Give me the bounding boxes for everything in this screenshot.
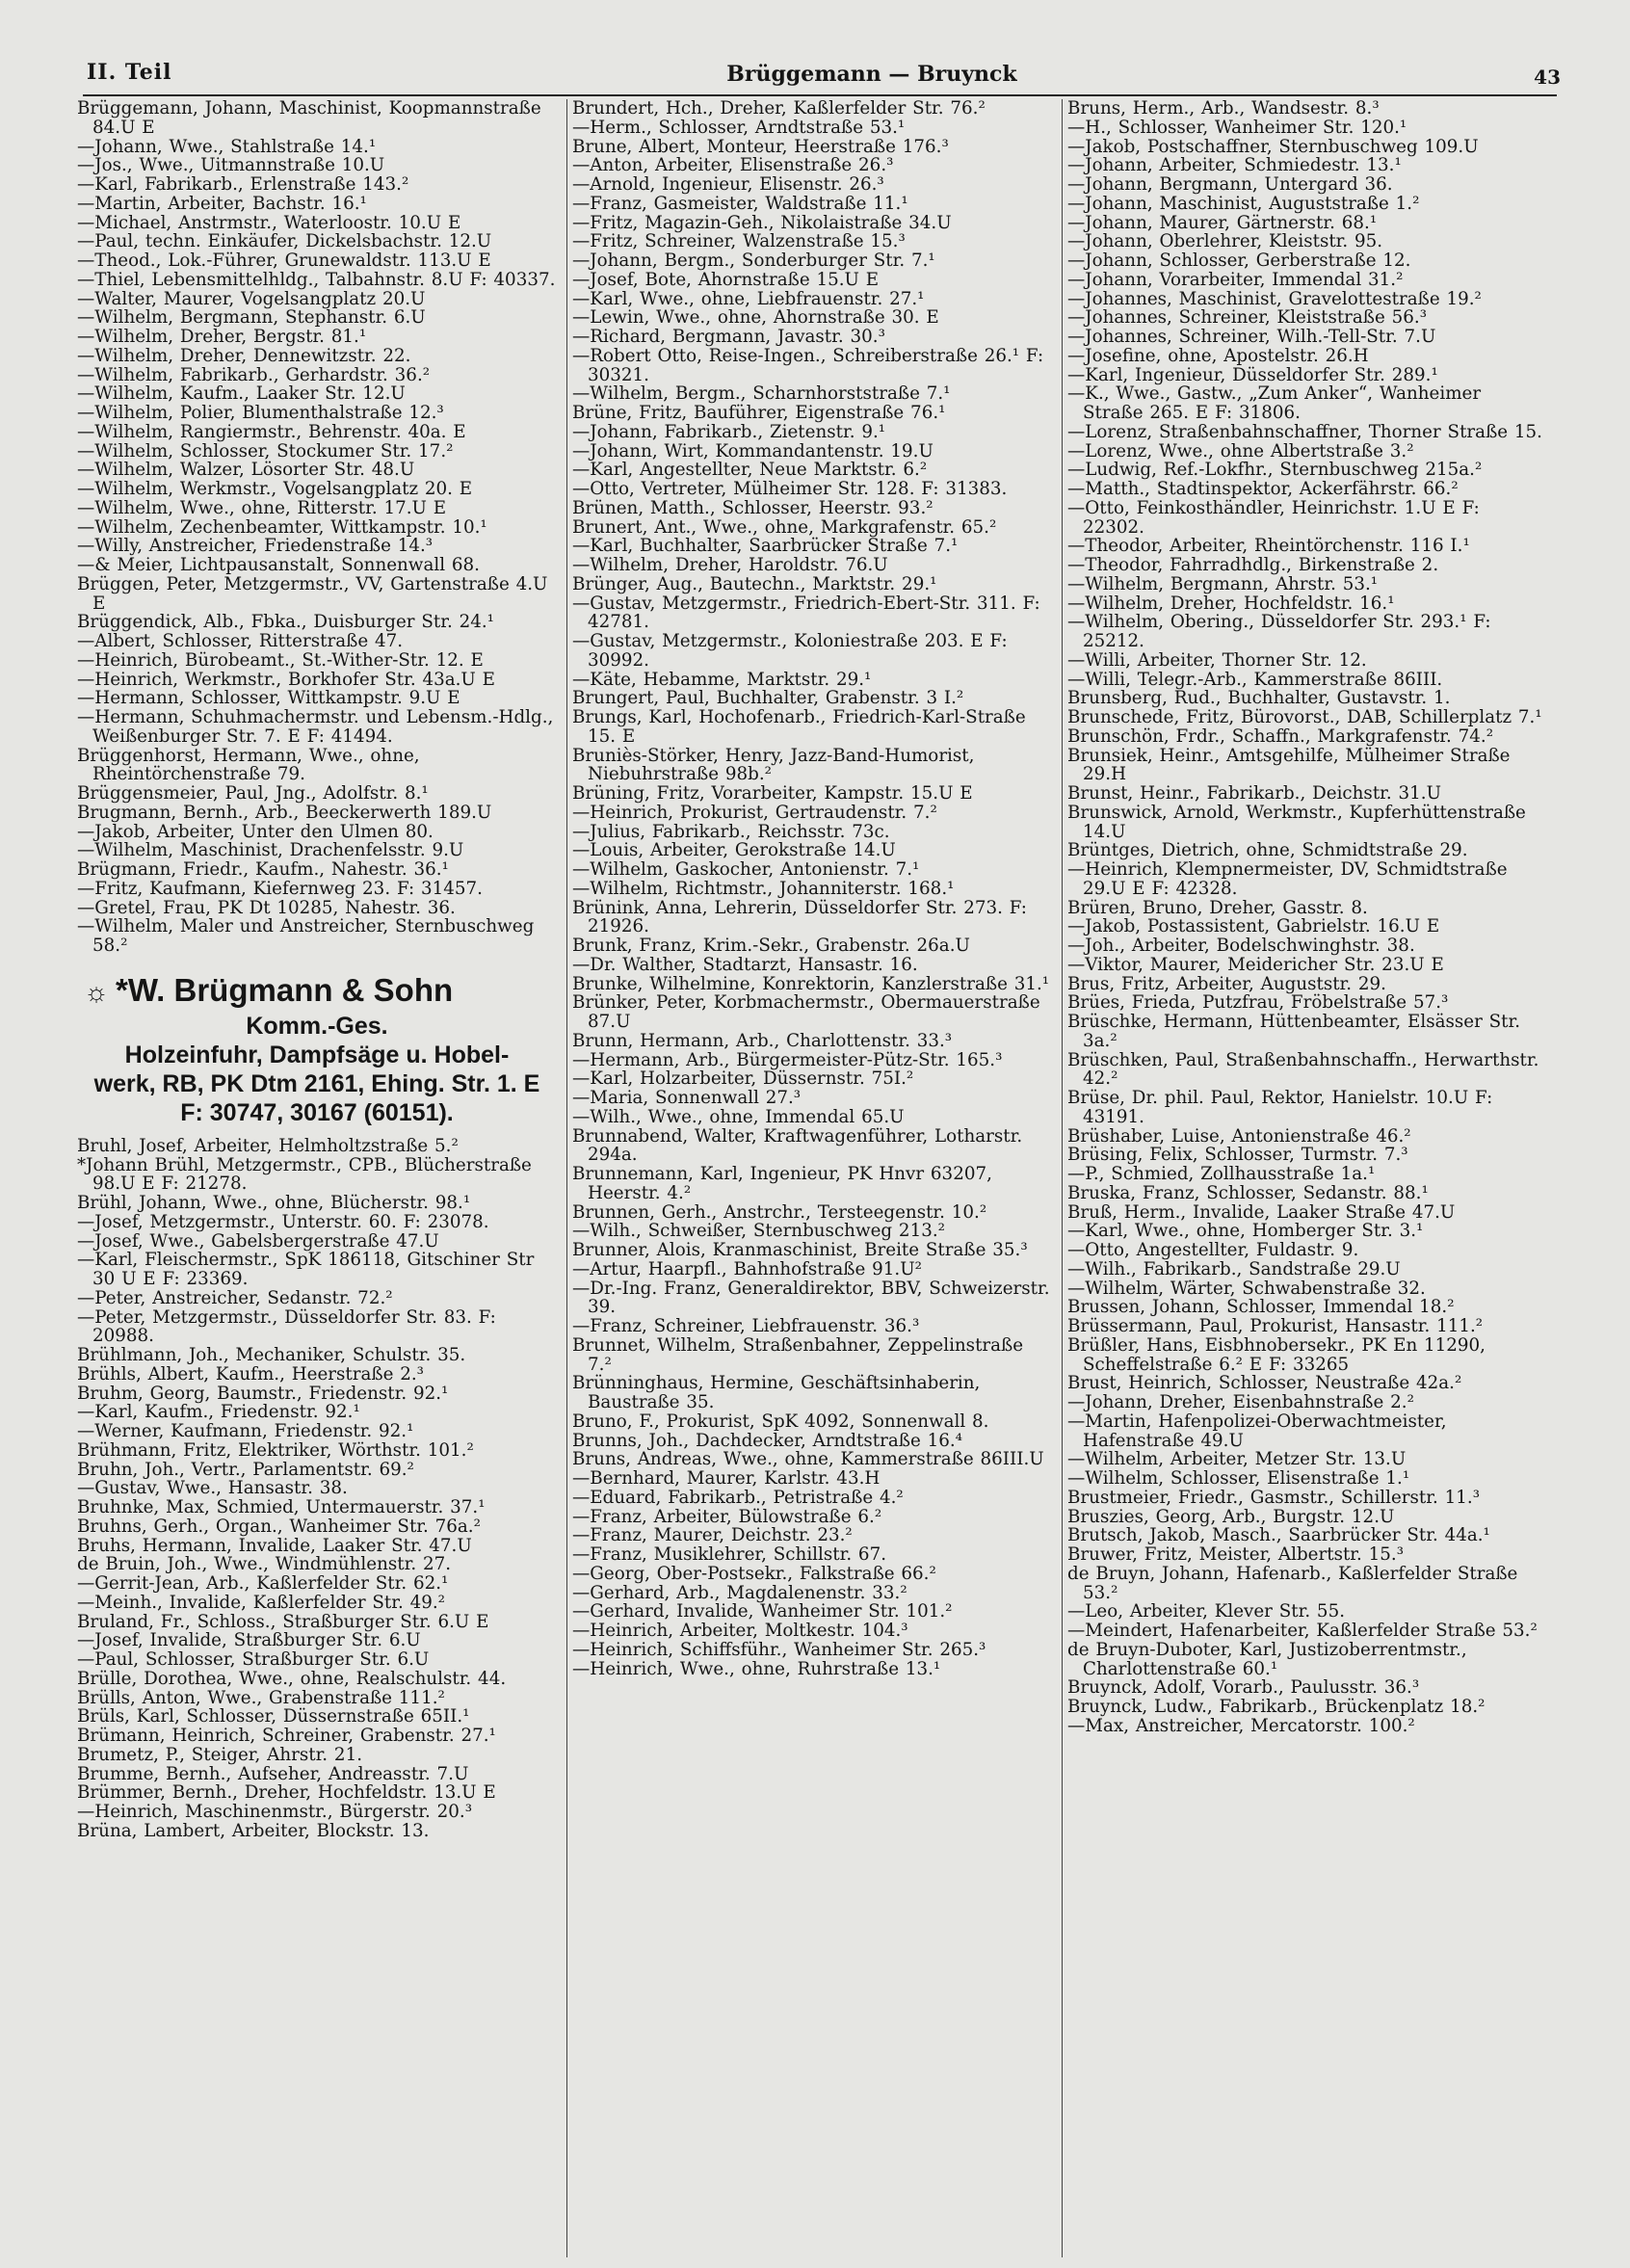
directory-entry: —Wilhelm, Zechenbeamter, Wittkampstr. 10.¹: [77, 516, 487, 538]
directory-entry: —Leo, Arbeiter, Klever Str. 55.: [1067, 1601, 1346, 1622]
directory-entry: —Gustav, Metzgermstr., Koloniestraße 203. E F: 30992.: [572, 631, 1008, 671]
directory-entry: —Dr.-Ing. Franz, Generaldirektor, BBV, Schweizerstr. 39.: [572, 1278, 1050, 1318]
directory-entry: —Jakob, Postschaffner, Sternbuschweg 109.U: [1067, 136, 1479, 157]
column-1-entries-top: [77, 99, 557, 956]
directory-entry: Bruns, Andreas, Wwe., ohne, Kammerstraße 86III.U: [572, 1449, 1044, 1470]
directory-entry: —Franz, Gasmeister, Waldstraße 11.¹: [572, 193, 908, 214]
directory-entry: —Wilhelm, Maler und Anstreicher, Sternbuschweg 58.²: [77, 916, 535, 956]
directory-entry: —Wilhelm, Dreher, Bergstr. 81.¹: [77, 327, 367, 347]
directory-entry: —Gerrit-Jean, Arb., Kaßlerfelder Str. 62.¹: [77, 1573, 449, 1594]
directory-entry: Bruhns, Gerh., Organ., Wanheimer Str. 76a.²: [77, 1516, 481, 1537]
directory-entry: —Wilh., Wwe., ohne, Immendal 65.U: [572, 1106, 905, 1127]
directory-entry: Brüggensmeier, Paul, Jng., Adolfstr. 8.¹: [77, 783, 429, 804]
directory-entry: Brüschken, Paul, Straßenbahnschaffn., Herwarthstr. 42.²: [1067, 1049, 1539, 1090]
directory-entry: —Johann, Bergmann, Untergard 36.: [1067, 174, 1393, 195]
directory-entry: Brus, Fritz, Arbeiter, Auguststr. 29.: [1067, 973, 1386, 994]
column-2-entries: [572, 99, 1052, 1678]
directory-entry: Brugmann, Bernh., Arb., Beeckerwerth 189.U: [77, 802, 492, 823]
directory-entry: —Karl, Fabrikarb., Erlenstraße 143.²: [77, 174, 409, 195]
directory-entry: —Maria, Sonnenwall 27.³: [572, 1088, 802, 1108]
directory-entry: —Matth., Stadtinspektor, Ackerfährstr. 66.²: [1067, 479, 1459, 499]
directory-entry: —Josefine, ohne, Apostelstr. 26.H: [1067, 345, 1369, 366]
directory-entry: —Franz, Maurer, Deichstr. 23.²: [572, 1525, 853, 1546]
directory-entry: —& Meier, Lichtpausanstalt, Sonnenwall 68.: [77, 555, 480, 575]
directory-entry: —Max, Anstreicher, Mercatorstr. 100.²: [1067, 1715, 1415, 1736]
page-number: 43: [1534, 66, 1561, 89]
directory-entry: —Walter, Maurer, Vogelsangplatz 20.U: [77, 288, 426, 309]
directory-entry: —Willi, Arbeiter, Thorner Str. 12.: [1067, 649, 1367, 671]
directory-entry: Brunsberg, Rud., Buchhalter, Gustavstr. 1.: [1067, 688, 1451, 709]
page-header: [87, 60, 1561, 94]
directory-entry: —Wilhelm, Werkmstr., Vogelsangplatz 20. E: [77, 479, 473, 499]
directory-entry: Brüren, Bruno, Dreher, Gasstr. 8.: [1067, 897, 1368, 918]
directory-entry: —Otto, Feinkosthändler, Heinrichstr. 1.U E F: 22302.: [1067, 497, 1480, 538]
directory-entry: Brülle, Dorothea, Wwe., ohne, Realschulstr. 44.: [77, 1668, 507, 1689]
directory-entry: —Josef, Bote, Ahornstraße 15.U E: [572, 269, 880, 290]
directory-entry: —Peter, Metzgermstr., Düsseldorfer Str. 83. F: 20988.: [77, 1306, 496, 1347]
directory-entry: Brüschke, Hermann, Hüttenbeamter, Elsässer Str. 3a.²: [1067, 1012, 1521, 1051]
directory-entry: Brüggemann, Johann, Maschinist, Koopmannstraße 84.U E: [77, 99, 541, 138]
column-1: [77, 99, 557, 2257]
directory-entry: Brunsiek, Heinr., Amtsgehilfe, Mülheimer Straße 29.H: [1067, 745, 1511, 785]
directory-entry: —Johann, Dreher, Eisenbahnstraße 2.²: [1067, 1392, 1414, 1412]
column-2: [572, 99, 1052, 2257]
directory-entry: Brüssermann, Paul, Prokurist, Hansastr. 111.²: [1067, 1316, 1484, 1336]
directory-entry: —Karl, Kaufm., Friedenstr. 92.¹: [77, 1402, 360, 1423]
directory-entry: Brühmann, Fritz, Elektriker, Wörthstr. 101.²: [77, 1439, 474, 1461]
ad-title-line: [77, 971, 557, 1012]
directory-entry: —Ludwig, Ref.-Lokfhr., Sternbuschweg 215a.²: [1067, 460, 1483, 481]
directory-entry: de Bruyn, Johann, Hafenarb., Kaßlerfelder Straße 53.²: [1067, 1563, 1518, 1603]
directory-entry: —Lorenz, Straßenbahnschaffner, Thorner Straße 15.: [1067, 421, 1542, 442]
directory-entry: —Heinrich, Schiffsführ., Wanheimer Str. 265.³: [572, 1639, 986, 1660]
directory-entry: Brünink, Anna, Lehrerin, Düsseldorfer Str. 273. F: 21926.: [572, 897, 1027, 937]
directory-entry: Brühls, Albert, Kaufm., Heerstraße 2.³: [77, 1363, 425, 1385]
directory-entry: —P., Schmied, Zollhausstraße 1a.¹: [1067, 1164, 1376, 1184]
directory-entry: —Wilhelm, Bergm., Scharnhorststraße 7.¹: [572, 383, 951, 405]
directory-entry: —Käte, Hebamme, Marktstr. 29.¹: [572, 669, 872, 690]
directory-entry: Brünninghaus, Hermine, Geschäftsinhaberin, Baustraße 35.: [572, 1373, 981, 1412]
directory-entry: —Wilhelm, Kaufm., Laaker Str. 12.U: [77, 383, 406, 405]
directory-entry: Brünger, Aug., Bautechn., Marktstr. 29.¹: [572, 573, 937, 594]
directory-entry: —Thiel, Lebensmittelhldg., Talbahnstr. 8.U F: 40337.: [77, 269, 556, 290]
section-label: II. Teil: [87, 60, 172, 85]
directory-entry: Brüggen, Peter, Metzgermstr., VV, Gartenstraße 4.U E: [77, 573, 548, 614]
directory-entry: Brunnemann, Karl, Ingenieur, PK Hnvr 63207, Heerstr. 4.²: [572, 1164, 992, 1203]
directory-entry: —Johannes, Schreiner, Wilh.-Tell-Str. 7.U: [1067, 327, 1436, 347]
directory-entry: —Wilhelm, Bergmann, Stephanstr. 6.U: [77, 307, 426, 329]
directory-entry: Brüning, Fritz, Vorarbeiter, Kampstr. 15.U E: [572, 783, 973, 804]
directory-entry: —Heinrich, Prokurist, Gertraudenstr. 7.²: [572, 802, 937, 823]
directory-entry: —Bernhard, Maurer, Karlstr. 43.H: [572, 1468, 881, 1489]
directory-entry: Brüntges, Dietrich, ohne, Schmidtstraße 29.: [1067, 840, 1468, 861]
directory-entry: —Anton, Arbeiter, Elisenstraße 26.³: [572, 155, 894, 176]
directory-entry: —Johann, Maurer, Gärtnerstr. 68.¹: [1067, 212, 1378, 233]
directory-entry: Brungert, Paul, Buchhalter, Grabenstr. 3 I.²: [572, 688, 964, 709]
directory-entry: —Paul, techn. Einkäufer, Dickelsbachstr. 12.U: [77, 231, 492, 252]
directory-entry: —Karl, Wwe., ohne, Homberger Str. 3.¹: [1067, 1221, 1424, 1242]
directory-entry: —Josef, Invalide, Straßburger Str. 6.U: [77, 1630, 421, 1651]
directory-entry: Brunschede, Fritz, Bürovorst., DAB, Schillerplatz 7.¹: [1067, 707, 1542, 727]
directory-entry: —Albert, Schlosser, Ritterstraße 47.: [77, 631, 404, 651]
directory-entry: Brunner, Alois, Kranmaschinist, Breite Straße 35.³: [572, 1240, 1028, 1260]
directory-entry: Bruynck, Ludw., Fabrikarb., Brückenplatz 18.²: [1067, 1697, 1485, 1717]
directory-entry: —Wilhelm, Schlosser, Elisenstraße 1.¹: [1067, 1468, 1410, 1489]
directory-entry: Bruhl, Josef, Arbeiter, Helmholtzstraße 5.²: [77, 1135, 459, 1156]
directory-entry: —Wilhelm, Dreher, Dennewitzstr. 22.: [77, 345, 411, 366]
directory-entry: —Julius, Fabrikarb., Reichsstr. 73c.: [572, 821, 890, 842]
header-rule: [83, 94, 1557, 96]
directory-entry: —Fritz, Kaufmann, Kiefernweg 23. F: 31457.: [77, 878, 483, 899]
column-1-entries-bottom: [77, 1137, 557, 1841]
directory-entry: Bruwer, Fritz, Meister, Albertstr. 15.³: [1067, 1544, 1405, 1565]
ad-line: werk, RB, PK Dtm 2161, Ehing. Str. 1. E: [93, 1069, 540, 1097]
directory-entry: —Wilh., Schweißer, Sternbuschweg 213.²: [572, 1221, 945, 1242]
directory-entry: —Fritz, Schreiner, Walzenstraße 15.³: [572, 231, 906, 252]
directory-entry: —Gerhard, Invalide, Wanheimer Str. 101.²: [572, 1601, 953, 1622]
directory-entry: —Wilhelm, Schlosser, Stockumer Str. 17.²: [77, 440, 454, 462]
directory-entry: *Johann Brühl, Metzgermstr., CPB., Blücherstraße 98.U E F: 21278.: [77, 1154, 532, 1195]
directory-entry: Brunst, Heinr., Fabrikarb., Deichstr. 31.U: [1067, 783, 1441, 804]
directory-entry: Brunke, Wilhelmine, Konrektorin, Kanzlerstraße 31.¹: [572, 973, 1050, 994]
directory-entry: Bruhm, Georg, Baumstr., Friedenstr. 92.¹: [77, 1383, 449, 1404]
directory-entry: Brunns, Joh., Dachdecker, Arndtstraße 16.⁴: [572, 1430, 962, 1451]
directory-entry: —Willi, Telegr.-Arb., Kammerstraße 86III.: [1067, 669, 1443, 690]
directory-entry: Brümann, Heinrich, Schreiner, Grabenstr. 27.¹: [77, 1726, 496, 1746]
ad-line: Komm.-Ges.: [246, 1012, 388, 1040]
column-divider: [566, 99, 567, 2257]
directory-entry: Brüggenhorst, Hermann, Wwe., ohne, Rheintörchenstraße 79.: [77, 745, 420, 785]
directory-entry: —Gretel, Frau, PK Dt 10285, Nahestr. 36.: [77, 897, 456, 918]
directory-entry: —Theodor, Fahrradhdlg., Birkenstraße 2.: [1067, 555, 1439, 575]
directory-entry: —Paul, Schlosser, Straßburger Str. 6.U: [77, 1649, 430, 1670]
directory-entry: —Wilhelm, Walzer, Lösorter Str. 48.U: [77, 460, 415, 481]
directory-entry: —Herm., Schlosser, Arndtstraße 53.¹: [572, 117, 906, 138]
directory-entry: Brüsing, Felix, Schlosser, Turmstr. 7.³: [1067, 1145, 1408, 1166]
directory-entry: —Johann, Bergm., Sonderburger Str. 7.¹: [572, 251, 935, 271]
directory-entry: —Johannes, Schreiner, Kleiststraße 56.³: [1067, 307, 1428, 329]
directory-entry: —Johann, Oberlehrer, Kleiststr. 95.: [1067, 231, 1383, 252]
directory-entry: Brügmann, Friedr., Kaufm., Nahestr. 36.¹: [77, 859, 449, 880]
directory-entry: Brües, Frieda, Putzfrau, Fröbelstraße 57.³: [1067, 992, 1449, 1014]
directory-entry: —Josef, Metzgermstr., Unterstr. 60. F: 23078.: [77, 1211, 489, 1232]
directory-entry: —Joh., Arbeiter, Bodelschwinghstr. 38.: [1067, 936, 1415, 956]
directory-entry: Bruynck, Adolf, Vorarb., Paulusstr. 36.³: [1067, 1677, 1420, 1699]
directory-entry: —Dr. Walther, Stadtarzt, Hansastr. 16.: [572, 954, 918, 975]
directory-entry: —Heinrich, Bürobeamt., St.-Wither-Str. 12. E: [77, 649, 484, 671]
directory-entry: Brühl, Johann, Wwe., ohne, Blücherstr. 98.¹: [77, 1193, 471, 1213]
directory-entry: —Wilhelm, Bergmann, Ahrstr. 53.¹: [1067, 573, 1379, 594]
column-3: [1067, 99, 1547, 2257]
directory-entry: de Bruyn-Duboter, Karl, Justizoberrentmstr., Charlottenstraße 60.¹: [1067, 1639, 1467, 1679]
directory-entry: Bruno, F., Prokurist, SpK 4092, Sonnenwall 8.: [572, 1411, 989, 1432]
directory-entry: —Gerhard, Arb., Magdalenenstr. 33.²: [572, 1582, 907, 1603]
directory-entry: —Karl, Angestellter, Neue Marktstr. 6.²: [572, 460, 928, 481]
directory-entry: —Hermann, Schlosser, Wittkampstr. 9.U E: [77, 688, 460, 709]
directory-entry: —Martin, Hafenpolizei-Oberwachtmeister, Hafenstraße 49.U: [1067, 1411, 1447, 1451]
directory-entry: —Heinrich, Wwe., ohne, Ruhrstraße 13.¹: [572, 1658, 941, 1679]
directory-entry: —Robert Otto, Reise-Ingen., Schreiberstraße 26.¹ F: 30321.: [572, 345, 1044, 385]
directory-entry: —Wilh., Fabrikarb., Sandstraße 29.U: [1067, 1258, 1401, 1279]
directory-entry: —Karl, Holzarbeiter, Düssernstr. 75I.²: [572, 1068, 914, 1090]
directory-entry: Brunswick, Arnold, Werkmstr., Kupferhüttenstraße 14.U: [1067, 802, 1526, 842]
directory-entry: —Viktor, Maurer, Meidericher Str. 23.U E: [1067, 954, 1444, 975]
directory-entry: —Michael, Anstrmstr., Waterloostr. 10.U E: [77, 212, 461, 233]
directory-entry: —Heinrich, Maschinenmstr., Bürgerstr. 20.³: [77, 1802, 473, 1822]
directory-entry: —Karl, Fleischermstr., SpK 186118, Gitschiner Str 30 U E F: 23369.: [77, 1250, 535, 1289]
directory-entry: —Heinrich, Arbeiter, Moltkestr. 104.³: [572, 1621, 908, 1641]
directory-entry: —Franz, Musiklehrer, Schillstr. 67.: [572, 1544, 887, 1565]
directory-entry: Bruska, Franz, Schlosser, Sedanstr. 88.¹: [1067, 1182, 1429, 1203]
directory-entry: Bruß, Herm., Invalide, Laaker Straße 47.U: [1067, 1201, 1456, 1223]
directory-entry: —Georg, Ober-Postsekr., Falkstraße 66.²: [572, 1563, 936, 1584]
directory-entry: —Johann, Wirt, Kommandantenstr. 19.U: [572, 440, 933, 462]
directory-entry: Brüshaber, Luise, Antonienstraße 46.²: [1067, 1125, 1411, 1147]
directory-entry: —Franz, Schreiner, Liebfrauenstr. 36.³: [572, 1316, 920, 1336]
directory-entry: Brunnabend, Walter, Kraftwagenführer, Lotharstr. 294a.: [572, 1125, 1023, 1166]
directory-entry: —Johann, Maschinist, Auguststraße 1.²: [1067, 193, 1420, 214]
directory-entry: Brutsch, Jakob, Masch., Saarbrücker Str. 44a.¹: [1067, 1525, 1490, 1546]
directory-entry: —Wilhelm, Obering., Düsseldorfer Str. 293.¹ F: 25212.: [1067, 612, 1491, 651]
directory-entry: —Wilhelm, Wärter, Schwabenstraße 32.: [1067, 1278, 1426, 1299]
directory-entry: —Karl, Ingenieur, Düsseldorfer Str. 289.¹: [1067, 364, 1438, 385]
directory-entry: —Richard, Bergmann, Javastr. 30.³: [572, 327, 885, 347]
directory-entry: Brüne, Fritz, Bauführer, Eigenstraße 76.¹: [572, 403, 946, 423]
directory-entry: Brühlmann, Joh., Mechaniker, Schulstr. 35.: [77, 1345, 466, 1365]
directory-entry: —Wilhelm, Arbeiter, Metzer Str. 13.U: [1067, 1449, 1407, 1470]
directory-entry: Bruland, Fr., Schloss., Straßburger Str. 6.U E: [77, 1611, 489, 1632]
directory-entry: Brustmeier, Friedr., Gasmstr., Schillerstr. 11.³: [1067, 1487, 1481, 1508]
directory-entry: Brüßler, Hans, Eisbhnobersekr., PK En 11290, Scheffelstraße 6.² E F: 33265: [1067, 1334, 1485, 1375]
directory-entry: —H., Schlosser, Wanheimer Str. 120.¹: [1067, 117, 1407, 138]
directory-entry: Bruhs, Hermann, Invalide, Laaker Str. 47.U: [77, 1535, 472, 1556]
directory-entry: —Wilhelm, Richtmstr., Johanniterstr. 168.¹: [572, 878, 955, 899]
ad-line: F: 30747, 30167 (60151).: [180, 1098, 454, 1126]
directory-entry: —Wilhelm, Rangiermstr., Behrenstr. 40a. E: [77, 421, 466, 442]
directory-entry: —Lorenz, Wwe., ohne Albertstraße 3.²: [1067, 440, 1414, 462]
directory-entry: —Wilhelm, Gaskocher, Antonienstr. 7.¹: [572, 859, 920, 880]
directory-entry: —Jakob, Postassistent, Gabrielstr. 16.U E: [1067, 916, 1440, 937]
directory-entry: —Otto, Vertreter, Mülheimer Str. 128. F: 31383.: [572, 479, 1008, 499]
directory-entry: —Johann, Fabrikarb., Zietenstr. 9.¹: [572, 421, 886, 442]
directory-entry: —Hermann, Arb., Bürgermeister-Pütz-Str. 165.³: [572, 1049, 1003, 1070]
directory-entry: —Karl, Wwe., ohne, Liebfrauenstr. 27.¹: [572, 288, 925, 309]
directory-entry: Bruhn, Joh., Vertr., Parlamentstr. 69.²: [77, 1459, 414, 1480]
directory-entry: Bruhnke, Max, Schmied, Untermauerstr. 37.¹: [77, 1497, 486, 1517]
directory-entry: Brunnen, Gerh., Anstrchr., Tersteegenstr. 10.²: [572, 1201, 987, 1223]
directory-entry: —Werner, Kaufmann, Friedenstr. 92.¹: [77, 1421, 414, 1441]
directory-entry: Bruszies, Georg, Arb., Burgstr. 12.U: [1067, 1506, 1395, 1527]
ad-company-name: *W. Brügmann & Sohn: [116, 971, 454, 1008]
directory-entry: Brüggendick, Alb., Fbka., Duisburger Str. 24.¹: [77, 612, 494, 633]
directory-entry: Brumme, Bernh., Aufseher, Andreasstr. 7.U: [77, 1763, 469, 1784]
directory-entry: —Johann, Schlosser, Gerberstraße 12.: [1067, 251, 1411, 271]
directory-entry: —Meindert, Hafenarbeiter, Kaßlerfelder Straße 53.²: [1067, 1621, 1538, 1641]
directory-entry: Brünker, Peter, Korbmachermstr., Obermauerstraße 87.U: [572, 992, 1040, 1032]
directory-entry: Brüse, Dr. phil. Paul, Rektor, Hanielstr. 10.U F: 43191.: [1067, 1088, 1493, 1127]
directory-entry: —Lewin, Wwe., ohne, Ahornstraße 30. E: [572, 307, 939, 329]
directory-entry: —Wilhelm, Polier, Blumenthalstraße 12.³: [77, 403, 444, 423]
directory-entry: Brülls, Anton, Wwe., Grabenstraße 111.²: [77, 1687, 445, 1708]
sun-emblem-icon: ☼: [84, 976, 109, 1007]
directory-entry: Brust, Heinrich, Schlosser, Neustraße 42a.²: [1067, 1373, 1462, 1394]
directory-entry: Bruniès-Störker, Henry, Jazz-Band-Humorist, Niebuhrstraße 98b.²: [572, 745, 975, 785]
directory-entry: Brümmer, Bernh., Dreher, Hochfeldstr. 13.U E: [77, 1782, 496, 1804]
directory-entry: —Louis, Arbeiter, Gerokstraße 14.U: [572, 840, 896, 861]
directory-entry: —Gustav, Wwe., Hansastr. 38.: [77, 1478, 348, 1499]
directory-entry: —Heinrich, Werkmstr., Borkhofer Str. 43a.U E: [77, 669, 495, 690]
directory-entry: Brunnet, Wilhelm, Straßenbahner, Zeppelinstraße 7.²: [572, 1334, 1024, 1375]
advertisement: [77, 971, 557, 1127]
directory-entry: Brumetz, P., Steiger, Ahrstr. 21.: [77, 1744, 363, 1765]
directory-entry: Bruns, Herm., Arb., Wandsestr. 8.³: [1067, 99, 1380, 119]
directory-entry: de Bruin, Joh., Wwe., Windmühlenstr. 27.: [77, 1554, 452, 1575]
directory-entry: —Wilhelm, Dreher, Haroldstr. 76.U: [572, 555, 888, 575]
directory-entry: —Fritz, Magazin-Geh., Nikolaistraße 34.U: [572, 212, 952, 233]
directory-entry: —Franz, Arbeiter, Bülowstraße 6.²: [572, 1506, 882, 1527]
directory-entry: —Eduard, Fabrikarb., Petristraße 4.²: [572, 1487, 904, 1508]
running-head: Brüggemann — Bruynck: [726, 62, 1017, 87]
directory-entry: —Jakob, Arbeiter, Unter den Ulmen 80.: [77, 821, 434, 842]
directory-entry: —Karl, Buchhalter, Saarbrücker Straße 7.¹: [572, 536, 959, 557]
column-3-entries: [1067, 99, 1547, 1736]
directory-entry: —Peter, Anstreicher, Sedanstr. 72.²: [77, 1287, 393, 1308]
directory-entry: —Wilhelm, Wwe., ohne, Ritterstr. 17.U E: [77, 497, 447, 518]
directory-entry: —Wilhelm, Maschinist, Drachenfelsstr. 9.U: [77, 840, 464, 861]
directory-entry: Brussen, Johann, Schlosser, Immendal 18.²: [1067, 1297, 1455, 1318]
directory-entry: Brüna, Lambert, Arbeiter, Blockstr. 13.: [77, 1820, 430, 1841]
directory-entry: —Gustav, Metzgermstr., Friedrich-Ebert-Str. 311. F: 42781.: [572, 593, 1040, 633]
directory-entry: —Theod., Lok.-Führer, Grunewaldstr. 113.U E: [77, 251, 491, 271]
ad-line: Holzeinfuhr, Dampfsäge u. Hobel-: [124, 1041, 510, 1068]
directory-entry: —Hermann, Schuhmachermstr. und Lebensm.-Hdlg., Weißenburger Str. 7. E F: 41494.: [77, 707, 554, 747]
column-divider: [1062, 99, 1063, 2257]
directory-entry: —Johannes, Maschinist, Gravelottestraße 19.²: [1067, 288, 1482, 309]
directory-entry: —Johann, Wwe., Stahlstraße 14.¹: [77, 136, 377, 157]
directory-entry: —Artur, Haarpfl., Bahnhofstraße 91.U²: [572, 1258, 922, 1279]
directory-entry: Brunk, Franz, Krim.-Sekr., Grabenstr. 26a.U: [572, 936, 970, 956]
directory-entry: Brundert, Hch., Dreher, Kaßlerfelder Str. 76.²: [572, 99, 986, 119]
directory-entry: —K., Wwe., Gastw., „Zum Anker“, Wanheimer Straße 265. E F: 31806.: [1067, 383, 1482, 423]
directory-entry: —Josef, Wwe., Gabelsbergerstraße 47.U: [77, 1230, 439, 1252]
directory-entry: Brunn, Hermann, Arb., Charlottenstr. 33.³: [572, 1030, 953, 1051]
directory-entry: Brunert, Ant., Wwe., ohne, Markgrafenstr. 65.²: [572, 516, 997, 538]
directory-entry: Brunschön, Frdr., Schaffn., Markgrafenstr. 74.²: [1067, 725, 1494, 747]
directory-entry: —Meinh., Invalide, Kaßlerfelder Str. 49.²: [77, 1592, 446, 1613]
directory-entry: Brune, Albert, Monteur, Heerstraße 176.³: [572, 136, 949, 157]
directory-entry: Brüls, Karl, Schlosser, Düssernstraße 65II.¹: [77, 1706, 470, 1727]
directory-entry: —Wilhelm, Dreher, Hochfeldstr. 16.¹: [1067, 593, 1395, 614]
directory-entry: —Martin, Arbeiter, Bachstr. 16.¹: [77, 193, 367, 214]
directory-entry: —Johann, Arbeiter, Schmiedestr. 13.¹: [1067, 155, 1402, 176]
directory-entry: —Johann, Vorarbeiter, Immendal 31.²: [1067, 269, 1404, 290]
directory-entry: —Arnold, Ingenieur, Elisenstr. 26.³: [572, 174, 884, 195]
directory-entry: Brünen, Matth., Schlosser, Heerstr. 93.²: [572, 497, 933, 518]
directory-entry: —Wilhelm, Fabrikarb., Gerhardstr. 36.²: [77, 364, 431, 385]
directory-entry: Brungs, Karl, Hochofenarb., Friedrich-Karl-Straße 15. E: [572, 707, 1026, 747]
directory-entry: —Willy, Anstreicher, Friedenstraße 14.³: [77, 536, 434, 557]
directory-entry: —Otto, Angestellter, Fuldastr. 9.: [1067, 1240, 1359, 1260]
directory-entry: —Theodor, Arbeiter, Rheintörchenstr. 116 I.¹: [1067, 536, 1470, 557]
directory-entry: —Heinrich, Klempnermeister, DV, Schmidtstraße 29.U E F: 42328.: [1067, 859, 1508, 899]
directory-entry: —Jos., Wwe., Uitmannstraße 10.U: [77, 155, 385, 176]
